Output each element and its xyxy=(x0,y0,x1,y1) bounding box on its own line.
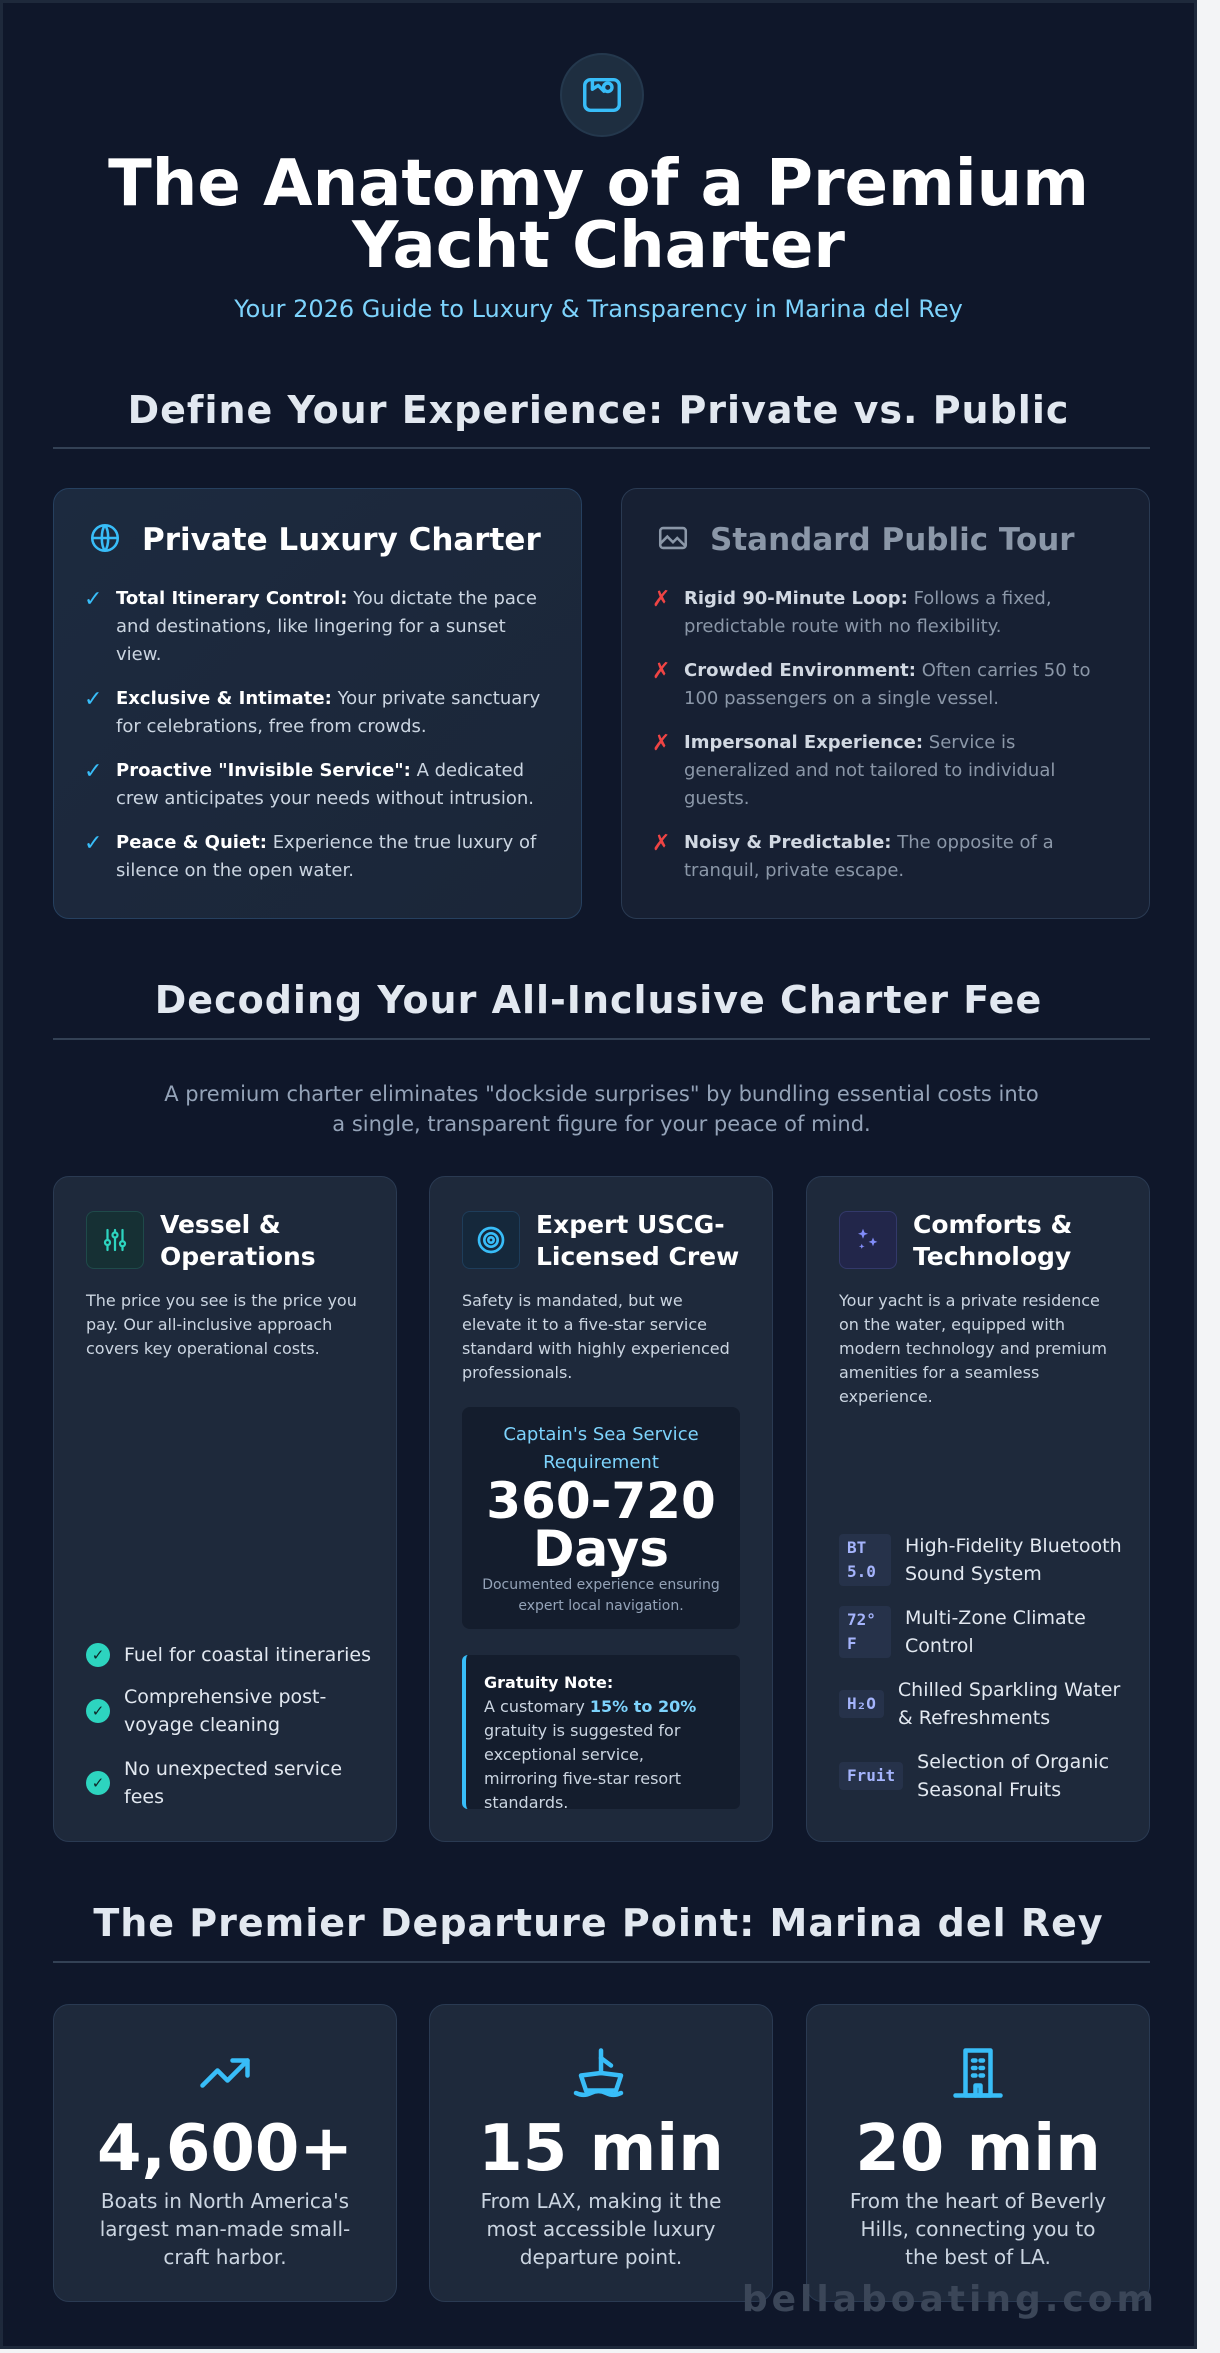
comparison-item xyxy=(84,585,551,669)
private-card-header xyxy=(88,521,541,559)
stat-description: From the heart of Beverly Hills, connecting you to the best of LA. xyxy=(849,2189,1107,2269)
comforts-card-title: Comforts & Technology xyxy=(913,1210,1073,1271)
stat-card-lax xyxy=(429,2004,773,2302)
section-divider xyxy=(53,447,1150,449)
crew-card-title: Expert USCG-Licensed Crew xyxy=(536,1210,740,1271)
amenity-badge: Fruit xyxy=(839,1762,903,1790)
cross-icon: ✗ xyxy=(652,731,671,756)
gratuity-text-post: gratuity is suggested for exceptional service, mirroring five-star resort standards. xyxy=(484,1721,682,1812)
included-item-text: No unexpected service fees xyxy=(124,1758,343,1808)
comparison-item-text xyxy=(116,829,551,885)
amenity-badge: BT 5.0 xyxy=(839,1534,891,1586)
comparison-item-label: Crowded Environment: xyxy=(684,660,916,681)
public-card-header xyxy=(656,521,1075,559)
check-icon: ✓ xyxy=(84,587,103,612)
comparison-item-text xyxy=(116,685,551,741)
cross-icon: ✗ xyxy=(652,831,671,856)
comparison-item-label: Exclusive & Intimate: xyxy=(116,688,332,709)
check-icon: ✓ xyxy=(84,687,103,712)
comparison-item-detail: Service is generalized and not tailored to individual guests. xyxy=(684,732,1056,809)
ship-icon xyxy=(430,2043,772,2103)
gratuity-text-pre: A customary xyxy=(484,1697,585,1716)
stat-card-boats xyxy=(53,2004,397,2302)
included-item-text: Fuel for coastal itineraries xyxy=(124,1644,371,1666)
comparison-item-detail: The opposite of a tranquil, private escape. xyxy=(684,832,1054,881)
comparison-item-detail: You dictate the pace and destinations, like lingering for a sunset view. xyxy=(116,588,537,665)
comparison-item-text xyxy=(116,757,551,813)
image-icon xyxy=(656,521,690,559)
comparison-item-text xyxy=(684,657,1119,713)
map-icon xyxy=(560,53,644,137)
section-heading-departure: The Premier Departure Point: Marina del Rey xyxy=(93,1901,1104,1945)
included-item-text: Comprehensive post-voyage cleaning xyxy=(124,1686,327,1736)
stat-card-beverly-hills xyxy=(806,2004,1150,2302)
public-card-title: Standard Public Tour xyxy=(710,522,1075,558)
sparkles-icon xyxy=(839,1211,897,1269)
comparison-item xyxy=(652,829,1119,885)
cross-icon: ✗ xyxy=(652,659,671,684)
check-icon: ✓ xyxy=(84,831,103,856)
captain-requirement-label: Captain's Sea Service Requirement xyxy=(503,1424,699,1473)
section-heading-fees: Decoding Your All-Inclusive Charter Fee xyxy=(154,978,1043,1022)
site-watermark: bellaboating.com xyxy=(741,2279,1158,2320)
amenities-list xyxy=(839,1532,1125,1820)
globe-icon xyxy=(88,521,122,559)
captain-requirement-value: 360-720 Days xyxy=(486,1472,716,1578)
amenity-item xyxy=(839,1676,1125,1732)
gratuity-title: Gratuity Note: xyxy=(484,1673,614,1692)
amenity-badge: 72° F xyxy=(839,1606,891,1658)
comparison-item-detail: Follows a fixed, predictable route with no flexibility. xyxy=(684,588,1052,637)
comparison-item-label: Proactive "Invisible Service": xyxy=(116,760,411,781)
amenity-text: Multi-Zone Climate Control xyxy=(905,1607,1086,1657)
gratuity-range: 15% to 20% xyxy=(589,1697,697,1716)
amenity-item xyxy=(839,1748,1125,1804)
amenity-badge: H₂O xyxy=(839,1690,884,1718)
amenity-text: Selection of Organic Seasonal Fruits xyxy=(917,1751,1110,1801)
check-icon: ✓ xyxy=(84,759,103,784)
amenity-text: High-Fidelity Bluetooth Sound System xyxy=(905,1535,1122,1585)
private-card-title: Private Luxury Charter xyxy=(142,522,541,558)
stat-value: 15 min xyxy=(478,2112,724,2186)
comparison-item-detail: Experience the true luxury of silence on the open water. xyxy=(116,832,537,881)
comparison-item xyxy=(84,757,551,813)
comparison-item-detail: A dedicated crew anticipates your needs without intrusion. xyxy=(116,760,534,809)
building-icon xyxy=(807,2043,1149,2103)
check-circle-icon: ✓ xyxy=(86,1699,110,1723)
comparison-item-label: Noisy & Predictable: xyxy=(684,832,892,853)
section-heading-experience: Define Your Experience: Private vs. Public xyxy=(127,388,1070,432)
comforts-card-description: Your yacht is a private residence on the water, equipped with modern technology and premium amenities for a seamless experience. xyxy=(839,1291,1107,1406)
captain-requirement-box xyxy=(462,1407,740,1629)
comparison-item xyxy=(652,729,1119,813)
section-divider xyxy=(53,1961,1150,1963)
page-title: The Anatomy of a Premium Yacht Charter xyxy=(108,147,1089,283)
comparison-item-label: Rigid 90-Minute Loop: xyxy=(684,588,908,609)
comparison-item xyxy=(652,657,1119,713)
comparison-item-label: Peace & Quiet: xyxy=(116,832,267,853)
stat-value: 4,600+ xyxy=(96,2112,354,2186)
cross-icon: ✗ xyxy=(652,587,671,612)
stat-value: 20 min xyxy=(855,2112,1101,2186)
comparison-item-label: Total Itinerary Control: xyxy=(116,588,348,609)
fees-intro: A premium charter eliminates "dockside surprises" by bundling essential costs into a single, transparent figure for your peace of mind. xyxy=(164,1082,1039,1136)
check-circle-icon: ✓ xyxy=(86,1771,110,1795)
crew-card xyxy=(429,1176,773,1842)
comparison-item xyxy=(652,585,1119,641)
comparison-item-text xyxy=(684,829,1119,885)
public-drawbacks-list xyxy=(652,585,1119,901)
comparison-item-text xyxy=(684,585,1119,641)
sliders-icon xyxy=(86,1211,144,1269)
vessel-operations-card xyxy=(53,1176,397,1842)
private-charter-card xyxy=(53,488,582,919)
public-tour-card xyxy=(621,488,1150,919)
vessel-included-list xyxy=(86,1641,372,1827)
comparison-item-detail: Your private sanctuary for celebrations, free from crowds. xyxy=(116,688,541,737)
lifebuoy-icon xyxy=(462,1211,520,1269)
amenity-item xyxy=(839,1532,1125,1588)
amenity-text: Chilled Sparkling Water & Refreshments xyxy=(897,1679,1121,1729)
included-item xyxy=(86,1755,372,1811)
stat-description: From LAX, making it the most accessible luxury departure point. xyxy=(480,2189,722,2269)
amenity-item xyxy=(839,1604,1125,1660)
comparison-item-detail: Often carries 50 to 100 passengers on a single vessel. xyxy=(684,660,1091,709)
included-item xyxy=(86,1683,372,1739)
captain-requirement-note: Documented experience ensuring expert local navigation. xyxy=(482,1577,720,1614)
included-item xyxy=(86,1641,372,1669)
section-divider xyxy=(53,1038,1150,1040)
comparison-item-text xyxy=(116,585,551,669)
comforts-technology-card xyxy=(806,1176,1150,1842)
comparison-item-text xyxy=(684,729,1119,813)
check-circle-icon: ✓ xyxy=(86,1643,110,1667)
comparison-item-label: Impersonal Experience: xyxy=(684,732,924,753)
vessel-card-title: Vessel & Operations xyxy=(160,1210,316,1271)
vessel-card-description: The price you see is the price you pay. Our all-inclusive approach covers key operational costs. xyxy=(86,1291,357,1358)
crew-card-description: Safety is mandated, but we elevate it to a five-star service standard with highly experienced professionals. xyxy=(462,1291,730,1382)
stat-description: Boats in North America's largest man-made small-craft harbor. xyxy=(99,2189,351,2269)
gratuity-note xyxy=(462,1655,740,1812)
page-subtitle: Your 2026 Guide to Luxury & Transparency in Marina del Rey xyxy=(234,295,963,323)
comparison-item xyxy=(84,829,551,885)
comparison-item xyxy=(84,685,551,741)
trending-up-icon xyxy=(54,2043,396,2103)
private-benefits-list xyxy=(84,585,551,901)
